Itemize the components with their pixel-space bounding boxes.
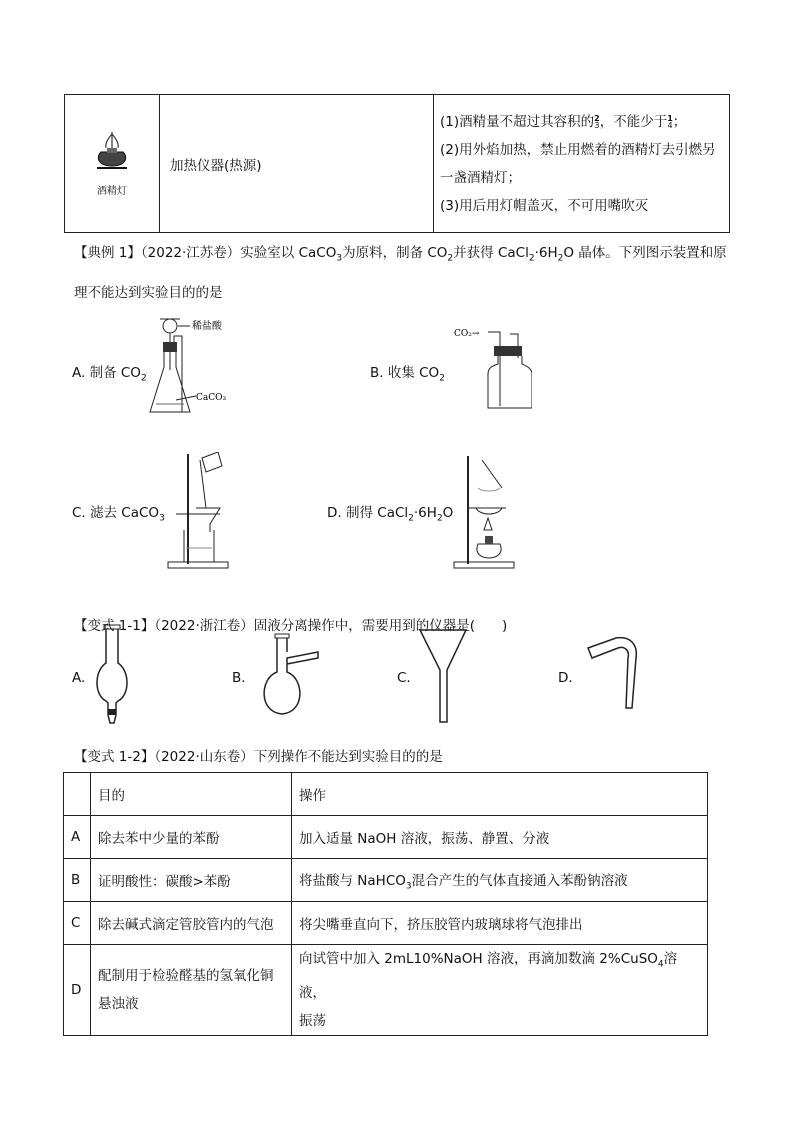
row-purpose: 证明酸性：碳酸>苯酚 <box>91 859 292 902</box>
note-1-text: (1)酒精量不超过其容积的 <box>440 113 595 130</box>
q-text: 并获得 CaCl <box>453 245 529 261</box>
usage-notes <box>434 95 730 233</box>
example-1-question-line2: 理不能达到实验目的的是 <box>74 285 223 301</box>
variant-prefix: 【变式 1-1】 <box>74 618 155 634</box>
option-sub: 2 <box>408 513 414 524</box>
distillation-flask-figure <box>256 632 322 718</box>
option-text: C. 滤去 CaCO <box>72 505 160 521</box>
operations-table <box>63 772 708 1036</box>
row-operation: 将尖嘴垂直向下，挤压胶管内玻璃球将气泡排出 <box>292 902 708 945</box>
table-row <box>64 816 708 859</box>
row-key: B <box>64 859 91 902</box>
op-text: 溶液， <box>299 951 678 1001</box>
variant-option-a: A. <box>72 670 86 686</box>
alcohol-lamp-cell <box>65 95 160 233</box>
q-text: 为原料，制备 CO <box>342 245 448 261</box>
instrument-name: 加热仪器(热源) <box>160 95 434 233</box>
q-text: O 晶体。下列图示装置和原 <box>563 245 727 261</box>
variant-prefix: 【变式 1-2】 <box>74 749 155 765</box>
row-operation <box>292 945 708 1036</box>
option-sub: 2 <box>439 373 445 384</box>
example-1-question <box>74 243 727 269</box>
instrument-table <box>64 94 730 233</box>
q-sub: 3 <box>336 253 343 264</box>
evaporation-figure <box>452 452 518 572</box>
op-line: 振荡 <box>299 1012 326 1029</box>
note-1 <box>440 108 723 136</box>
icon-label: 酒精灯 <box>97 186 127 197</box>
table-row <box>64 902 708 945</box>
option-d-label <box>327 501 453 524</box>
note-2b: 一盏酒精灯； <box>440 169 521 186</box>
co2-generator-figure <box>148 312 268 422</box>
option-b-label <box>370 361 445 384</box>
variant-option-c: C. <box>397 670 411 686</box>
caco3-label: CaCO₃ <box>196 393 227 403</box>
note-2a: (2)用外焰加热，禁止用燃着的酒精灯去引燃另 <box>440 141 716 158</box>
frac-den: 3 <box>594 120 600 130</box>
purpose-line: 悬浊液 <box>98 995 139 1012</box>
variant-source: （2022·山东卷） <box>154 749 254 765</box>
option-text: ·6H <box>413 505 437 521</box>
option-c-label <box>72 501 165 524</box>
example-source: （2022·江苏卷） <box>140 245 241 261</box>
q-sub: 2 <box>447 253 454 264</box>
frac-num: 1 <box>667 113 673 123</box>
variant-text: 固液分离操作中，需要用到的仪器是( ) <box>253 618 508 634</box>
q-text: ·6H <box>534 245 558 261</box>
option-sub: 3 <box>159 513 165 524</box>
op-line <box>299 945 700 1007</box>
bent-tube-figure <box>586 636 646 712</box>
option-text: D. 制得 CaCl <box>327 505 409 521</box>
option-a-label <box>72 361 147 384</box>
option-text: B. 收集 CO <box>370 365 440 381</box>
op-sub: 3 <box>405 881 412 892</box>
variant-text: 下列操作不能达到实验目的的是 <box>253 749 443 765</box>
q-text: 实验室以 CaCO <box>240 245 337 261</box>
variant-option-b: B. <box>232 670 246 686</box>
frac-num: 2 <box>594 113 600 123</box>
row-purpose: 除去苯中少量的苯酚 <box>91 816 292 859</box>
header-cell: 操作 <box>292 773 708 816</box>
gas-collection-bottle-figure <box>452 322 532 414</box>
frac-den: 4 <box>667 120 673 130</box>
option-text: A. 制备 CO <box>72 365 141 381</box>
header-cell: 目的 <box>91 773 292 816</box>
table-header-row <box>64 773 708 816</box>
funnel-figure <box>418 628 468 724</box>
acid-label: 稀盐酸 <box>192 321 222 332</box>
header-cell <box>64 773 91 816</box>
option-sub: 2 <box>436 513 443 524</box>
option-sub: 2 <box>140 373 147 384</box>
row-purpose: 除去碱式滴定管胶管内的气泡 <box>91 902 292 945</box>
note-3: (3)用后用灯帽盖灭，不可用嘴吹灭 <box>440 197 649 214</box>
row-key: A <box>64 816 91 859</box>
row-key: D <box>64 945 91 1036</box>
option-text: O <box>442 505 454 521</box>
variant-option-d: D. <box>558 670 573 686</box>
co2-arrow-label: CO₂→ <box>454 329 480 339</box>
alcohol-lamp-icon <box>87 130 137 176</box>
variant-source: （2022·浙江卷） <box>154 618 254 634</box>
filtration-figure <box>166 452 230 572</box>
op-sub: 4 <box>657 959 664 970</box>
example-prefix: 【典例 1】 <box>74 245 141 261</box>
row-purpose <box>91 945 292 1036</box>
table-row <box>64 945 708 1036</box>
table-row <box>64 859 708 902</box>
row-operation <box>292 859 708 902</box>
note-1-end: ； <box>672 113 687 130</box>
variant-1-2-question <box>74 747 443 767</box>
purpose-line: 配制用于检验醛基的氢氧化铜 <box>98 967 274 984</box>
op-text: 将盐酸与 NaHCO <box>299 872 406 889</box>
q-sub: 2 <box>557 253 564 264</box>
row-operation: 加入适量 NaOH 溶液，振荡、静置、分液 <box>292 816 708 859</box>
op-text: 向试管中加入 2mL10%NaOH 溶液，再滴加数滴 2%CuSO <box>299 951 658 967</box>
q-sub: 2 <box>528 253 535 264</box>
op-text: 混合产生的气体直接通入苯酚钠溶液 <box>411 872 628 889</box>
note-1-mid: ，不能少于 <box>599 113 668 130</box>
row-key: C <box>64 902 91 945</box>
dropping-funnel-bulb-figure <box>92 623 132 725</box>
